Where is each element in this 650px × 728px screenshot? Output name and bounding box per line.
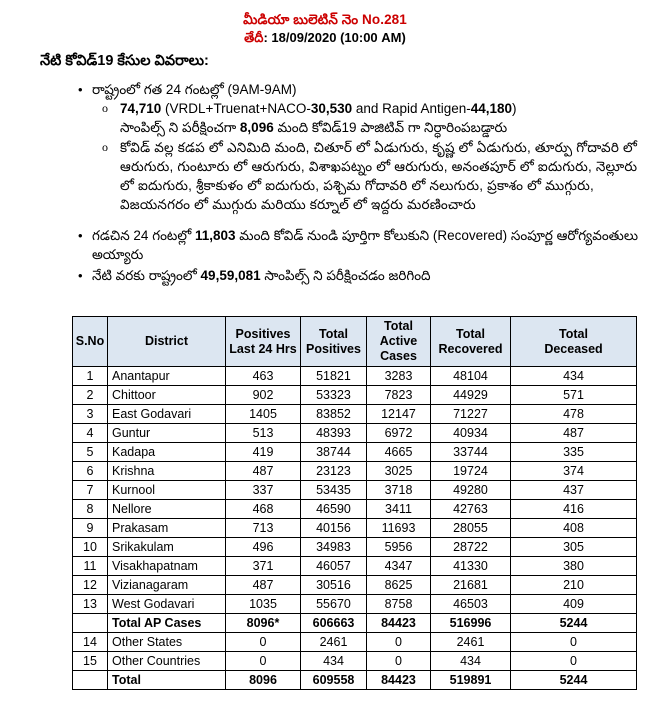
positives-confirmed-line [120, 118, 650, 137]
cell-total-deceased: 416 [511, 500, 637, 519]
col-header-total-recovered-l2: Recovered [438, 341, 503, 356]
cell-total-deceased: 210 [511, 576, 637, 595]
cell-total-positives: 55670 [301, 595, 367, 614]
cell-total-deceased: 434 [511, 367, 637, 386]
cell-district: Other Countries [108, 652, 226, 671]
table-row [73, 595, 637, 614]
cell-positives-24hrs: 0 [226, 652, 301, 671]
bulletin-date-line [0, 29, 650, 47]
section-title: నేటి కోవిడ్19 కేసుల వివరాలు: [40, 53, 209, 69]
cell-positives-24hrs: 487 [226, 462, 301, 481]
cell-total-positives: 2461 [301, 633, 367, 652]
table-row [73, 500, 637, 519]
cell-total-positives: 34983 [301, 538, 367, 557]
col-header-total-recovered-l1: Total [456, 326, 485, 341]
cell-district: Kadapa [108, 443, 226, 462]
cell-total-positives: 40156 [301, 519, 367, 538]
cell-total-deceased: 380 [511, 557, 637, 576]
cell-total-active: 84423 [367, 614, 431, 633]
samples-breakup-prefix: (VRDL+Truenat+NACO- [161, 101, 311, 116]
cell-total-positives: 23123 [301, 462, 367, 481]
cell-total-recovered: 48104 [431, 367, 511, 386]
cell-total-recovered: 519891 [431, 671, 511, 690]
col-header-total-active-l2: Active Cases [379, 334, 418, 363]
table-row [73, 576, 637, 595]
district-stats-table-wrapper [72, 316, 636, 690]
sub-bullet-list-testing [92, 99, 650, 214]
cell-total-positives: 30516 [301, 576, 367, 595]
date-label: తేదీ [244, 30, 264, 45]
table-row [73, 652, 637, 671]
cell-district: East Godavari [108, 405, 226, 424]
sub-bullet-deaths [92, 138, 650, 214]
cell-total-positives: 51821 [301, 367, 367, 386]
cell-sno: 9 [73, 519, 108, 538]
cell-district: West Godavari [108, 595, 226, 614]
cell-total-deceased: 487 [511, 424, 637, 443]
col-header-total-positives-l2: Positives [306, 341, 361, 356]
cell-positives-24hrs: 419 [226, 443, 301, 462]
cell-total-positives: 53435 [301, 481, 367, 500]
table-header [73, 317, 637, 367]
cell-total-recovered: 40934 [431, 424, 511, 443]
cell-sno: 11 [73, 557, 108, 576]
col-header-sno [73, 317, 108, 367]
cell-positives-24hrs: 463 [226, 367, 301, 386]
cell-sno: 2 [73, 386, 108, 405]
summary-bullet-list [0, 80, 650, 285]
table-row [73, 614, 637, 633]
cell-district: Visakhapatnam [108, 557, 226, 576]
rapid-antigen-count: 44,180 [470, 101, 513, 116]
bullet-circle-icon: o [102, 140, 108, 154]
cell-total-positives: 38744 [301, 443, 367, 462]
cell-positives-24hrs: 1405 [226, 405, 301, 424]
bullet-item-cumulative-samples [0, 266, 650, 285]
cell-total-recovered: 71227 [431, 405, 511, 424]
col-header-total-deceased-l2: Deceased [544, 341, 603, 356]
cell-total-active: 84423 [367, 671, 431, 690]
cell-total-positives: 46590 [301, 500, 367, 519]
document-header [0, 0, 650, 47]
cell-total-recovered: 41330 [431, 557, 511, 576]
cell-total-deceased: 478 [511, 405, 637, 424]
cell-sno: 5 [73, 443, 108, 462]
cell-total-deceased: 335 [511, 443, 637, 462]
cell-sno: 7 [73, 481, 108, 500]
table-row [73, 538, 637, 557]
cell-total-deceased: 0 [511, 652, 637, 671]
cell-total-deceased: 374 [511, 462, 637, 481]
cell-total-positives: 48393 [301, 424, 367, 443]
cell-total-active: 3283 [367, 367, 431, 386]
cell-district: Total AP Cases [108, 614, 226, 633]
cell-sno: 6 [73, 462, 108, 481]
cell-total-active: 3025 [367, 462, 431, 481]
cell-positives-24hrs: 496 [226, 538, 301, 557]
cell-total-active: 6972 [367, 424, 431, 443]
district-wise-deaths-text: కోవిడ్ వల్ల కడప లో ఎనిమిది మంది, చితూర్ లో ఏడుగురు, కృష్ణ లో ఏడుగురు, తూర్పు గోదావరి లో ఆరుగురు, గుంటూరు లో ఆరుగురు, విశాఖపట్నం లో ఆరుగురు, అనంతపూర్ లో ఐదుగురు, నెల్లూరు లో ఐదుగురు, శ్రీకాకుళం లో ఐదుగురు, పశ్చిమ గోదావరి లో నలుగురు, ప్రకాశం లో ముగ్గురు, విజయనగరం లో ముగ్గురు మరియు కర్నూల్ లో ఇద్దరు మరణించారు [120, 140, 638, 212]
cell-total-recovered: 19724 [431, 462, 511, 481]
cell-district: Total [108, 671, 226, 690]
date-value: : 18/09/2020 (10:00 AM) [263, 30, 406, 45]
col-header-total-active-l1: Total [384, 319, 413, 333]
cell-positives-24hrs: 513 [226, 424, 301, 443]
col-header-district [108, 317, 226, 367]
cell-sno: 1 [73, 367, 108, 386]
cumulative-samples-count: 49,59,081 [200, 268, 261, 283]
cell-sno: 14 [73, 633, 108, 652]
samples-tested-total: 74,710 [120, 101, 162, 116]
cell-positives-24hrs: 0 [226, 633, 301, 652]
cell-total-recovered: 33744 [431, 443, 511, 462]
table-row [73, 557, 637, 576]
cell-positives-24hrs: 487 [226, 576, 301, 595]
cell-total-active: 8758 [367, 595, 431, 614]
cell-total-recovered: 28055 [431, 519, 511, 538]
table-row [73, 443, 637, 462]
recovered-suffix: మంది కోవిడ్ నుండి పూర్తిగా కోలుకుని (Recovered) సంపూర్ణ ఆరోగ్యవంతులు అయ్యారు [92, 228, 639, 262]
cell-sno: 10 [73, 538, 108, 557]
cell-total-recovered: 49280 [431, 481, 511, 500]
cell-total-active: 5956 [367, 538, 431, 557]
cell-district: Vizianagaram [108, 576, 226, 595]
table-row [73, 633, 637, 652]
cell-district: Prakasam [108, 519, 226, 538]
cell-positives-24hrs: 902 [226, 386, 301, 405]
positives-confirmed-suffix: మంది కోవిడ్19 పాజిటివ్ గా నిర్ధారింపబడ్డారు [273, 120, 508, 135]
col-header-positives-24hrs-l2: Last 24 Hrs [229, 341, 297, 356]
cell-sno: 8 [73, 500, 108, 519]
cell-total-deceased: 571 [511, 386, 637, 405]
bullet-testing-headline: రాష్ట్రంలో గత 24 గంటల్లో (9AM-9AM) [92, 82, 297, 97]
table-row [73, 671, 637, 690]
cell-total-active: 11693 [367, 519, 431, 538]
cell-total-deceased: 437 [511, 481, 637, 500]
cell-total-deceased: 5244 [511, 671, 637, 690]
table-body [73, 367, 637, 690]
district-stats-table [72, 316, 637, 690]
cell-total-recovered: 44929 [431, 386, 511, 405]
bulletin-title: మీడియా బులెటిన్ నెం No.281 [243, 12, 407, 27]
cell-total-active: 0 [367, 633, 431, 652]
cell-total-positives: 46057 [301, 557, 367, 576]
new-positives-count: 8,096 [239, 120, 274, 135]
table-row [73, 462, 637, 481]
bullet-item-testing [0, 80, 650, 214]
cell-total-active: 12147 [367, 405, 431, 424]
cell-total-deceased: 0 [511, 633, 637, 652]
col-header-positives-24hrs [226, 317, 301, 367]
cell-total-recovered: 21681 [431, 576, 511, 595]
bullet-dot-icon: • [78, 82, 83, 97]
cell-district: Srikakulam [108, 538, 226, 557]
cell-positives-24hrs: 8096* [226, 614, 301, 633]
col-header-district-l1: District [144, 334, 189, 348]
cell-sno: 4 [73, 424, 108, 443]
cell-total-recovered: 42763 [431, 500, 511, 519]
cell-sno: 13 [73, 595, 108, 614]
cell-district: Guntur [108, 424, 226, 443]
recovered-prefix: గడచిన 24 గంటల్లో [92, 228, 195, 243]
cumulative-samples-prefix: నేటి వరకు రాష్ట్రంలో [92, 268, 201, 283]
cumulative-samples-suffix: సాంపిల్స్ ని పరీక్షించడం జరిగింది [260, 268, 431, 283]
cell-total-deceased: 5244 [511, 614, 637, 633]
cell-positives-24hrs: 337 [226, 481, 301, 500]
vrdl-truenat-naco-count: 30,530 [310, 101, 353, 116]
cell-total-recovered: 516996 [431, 614, 511, 633]
cell-sno: 3 [73, 405, 108, 424]
cell-total-active: 0 [367, 652, 431, 671]
cell-sno [73, 614, 108, 633]
col-header-total-positives [301, 317, 367, 367]
bullet-dot-icon: • [78, 268, 83, 283]
cell-total-active: 3411 [367, 500, 431, 519]
cell-district: Krishna [108, 462, 226, 481]
cell-district: Anantapur [108, 367, 226, 386]
col-header-total-deceased-l1: Total [559, 326, 588, 341]
table-row [73, 367, 637, 386]
positives-confirmed-prefix: సాంపిల్స్ ని పరీక్షించగా [120, 120, 240, 135]
cell-district: Kurnool [108, 481, 226, 500]
cell-district: Other States [108, 633, 226, 652]
table-row [73, 386, 637, 405]
cell-total-deceased: 409 [511, 595, 637, 614]
cell-positives-24hrs: 8096 [226, 671, 301, 690]
sub-bullet-samples [92, 99, 650, 137]
cell-sno [73, 671, 108, 690]
recovered-count: 11,803 [194, 228, 236, 243]
table-row [73, 481, 637, 500]
cell-district: Chittoor [108, 386, 226, 405]
cell-total-recovered: 434 [431, 652, 511, 671]
col-header-positives-24hrs-l1: Positives [235, 326, 291, 341]
cell-total-active: 3718 [367, 481, 431, 500]
samples-breakup-suffix: ) [512, 101, 517, 116]
cell-total-positives: 606663 [301, 614, 367, 633]
cell-total-active: 8625 [367, 576, 431, 595]
cell-total-deceased: 408 [511, 519, 637, 538]
cell-total-active: 4665 [367, 443, 431, 462]
cell-positives-24hrs: 713 [226, 519, 301, 538]
cell-total-recovered: 46503 [431, 595, 511, 614]
table-row [73, 519, 637, 538]
cell-total-positives: 53323 [301, 386, 367, 405]
col-header-total-deceased [511, 317, 637, 367]
bullet-dot-icon: • [78, 228, 83, 243]
cell-total-positives: 609558 [301, 671, 367, 690]
table-row [73, 405, 637, 424]
samples-breakup-middle: and Rapid Antigen- [352, 101, 471, 116]
cell-total-positives: 434 [301, 652, 367, 671]
cell-positives-24hrs: 468 [226, 500, 301, 519]
cell-total-recovered: 2461 [431, 633, 511, 652]
col-header-total-active [367, 317, 431, 367]
bullet-circle-icon: o [102, 101, 108, 115]
cell-total-deceased: 305 [511, 538, 637, 557]
col-header-total-recovered [431, 317, 511, 367]
cell-total-active: 7823 [367, 386, 431, 405]
cell-district: Nellore [108, 500, 226, 519]
cell-total-recovered: 28722 [431, 538, 511, 557]
table-header-row [73, 317, 637, 367]
table-row [73, 424, 637, 443]
cell-sno: 12 [73, 576, 108, 595]
bullet-item-recovered [0, 226, 650, 264]
col-header-total-positives-l1: Total [319, 326, 348, 341]
col-header-sno-l1: S.No [75, 334, 105, 348]
cell-positives-24hrs: 1035 [226, 595, 301, 614]
cell-positives-24hrs: 371 [226, 557, 301, 576]
cell-total-active: 4347 [367, 557, 431, 576]
cell-sno: 15 [73, 652, 108, 671]
cell-total-positives: 83852 [301, 405, 367, 424]
